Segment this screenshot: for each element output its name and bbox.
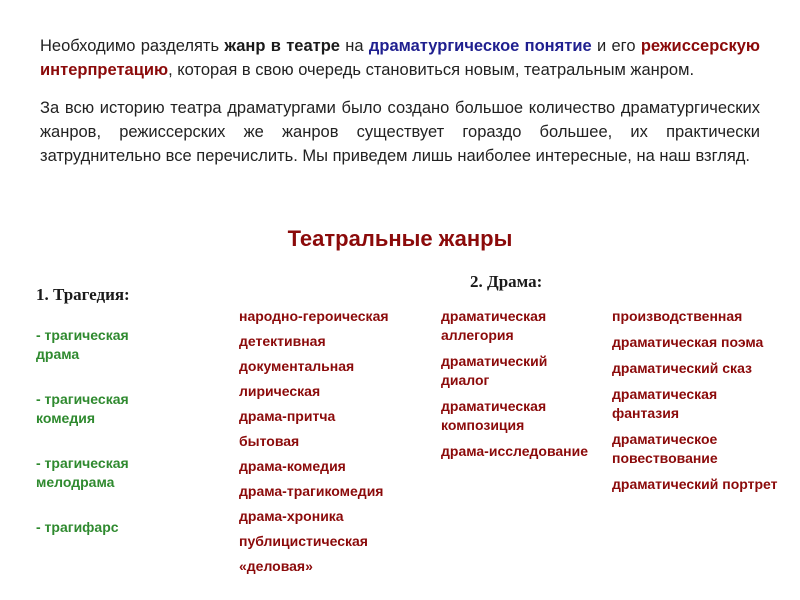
genre-list-item: - трагифарс bbox=[36, 519, 119, 535]
genre-list-item: производственная bbox=[612, 308, 743, 324]
genre-list-item: - трагическая комедия bbox=[36, 391, 129, 426]
genre-list-item: документальная bbox=[239, 358, 355, 374]
drama-title: 2. Драма: bbox=[470, 272, 543, 291]
genre-list-item: - трагическая драма bbox=[36, 327, 129, 362]
genre-list-item: детективная bbox=[239, 333, 326, 349]
intro-text-1: Необходимо разделять bbox=[40, 37, 225, 55]
genre-list-item: драма-притча bbox=[239, 408, 336, 424]
genre-list-item: драматический сказ bbox=[612, 360, 752, 376]
tragedy-list bbox=[36, 326, 166, 563]
drama-column-3 bbox=[612, 307, 787, 501]
intro-paragraph-2: За всю историю театра драматургами было создано большое количество драматургических жанров, режиссерских же жанров существует гораздо большее, их практически затруднительно все перечислить. Мы приведем лишь наиболее интересные, на наш взгляд. bbox=[40, 99, 760, 165]
genre-list-item: драматический портрет bbox=[612, 476, 778, 492]
genre-list-item: драматическая фантазия bbox=[612, 386, 718, 421]
genre-list-item: драма-комедия bbox=[239, 458, 346, 474]
genre-list-item: драматическая поэма bbox=[612, 334, 764, 350]
genre-list-item: драматическая композиция bbox=[441, 398, 547, 433]
drama-column-2 bbox=[441, 307, 591, 468]
genre-list-item: - трагическая мелодрама bbox=[36, 455, 129, 490]
genre-list-item: публицистическая bbox=[239, 533, 368, 549]
intro-text-3: и его bbox=[591, 37, 641, 55]
genre-list-item: драматический диалог bbox=[441, 353, 548, 388]
term-dramaturgic-concept: драматургическое понятие bbox=[368, 37, 592, 55]
drama-column-1 bbox=[239, 307, 424, 582]
genre-list-item: драма-трагикомедия bbox=[239, 483, 384, 499]
genre-list-item: драма-исследование bbox=[441, 443, 589, 459]
genre-list-item: лирическая bbox=[239, 383, 321, 399]
section-heading: Театральные жанры bbox=[287, 226, 513, 251]
term-director-interpretation: режиссерскую интерпретацию bbox=[40, 37, 761, 79]
genre-list-item: народно-героическая bbox=[239, 308, 389, 324]
intro-paragraph-1 bbox=[40, 34, 760, 82]
genre-list-item: драматическое повествование bbox=[612, 431, 718, 466]
intro-text-2: на bbox=[340, 37, 369, 55]
intro-text bbox=[40, 34, 760, 168]
genre-list-item: драма-хроника bbox=[239, 508, 344, 524]
intro-text-4: , которая в свою очередь становиться новым, театральным жанром. bbox=[168, 61, 695, 79]
term-genre-in-theatre: жанр в театре bbox=[224, 37, 340, 55]
genre-list-item: драматическая аллегория bbox=[441, 308, 547, 343]
genre-list-item: бытовая bbox=[239, 433, 300, 449]
tragedy-title: 1. Трагедия: bbox=[36, 285, 130, 304]
genre-list-item: «деловая» bbox=[239, 558, 313, 574]
